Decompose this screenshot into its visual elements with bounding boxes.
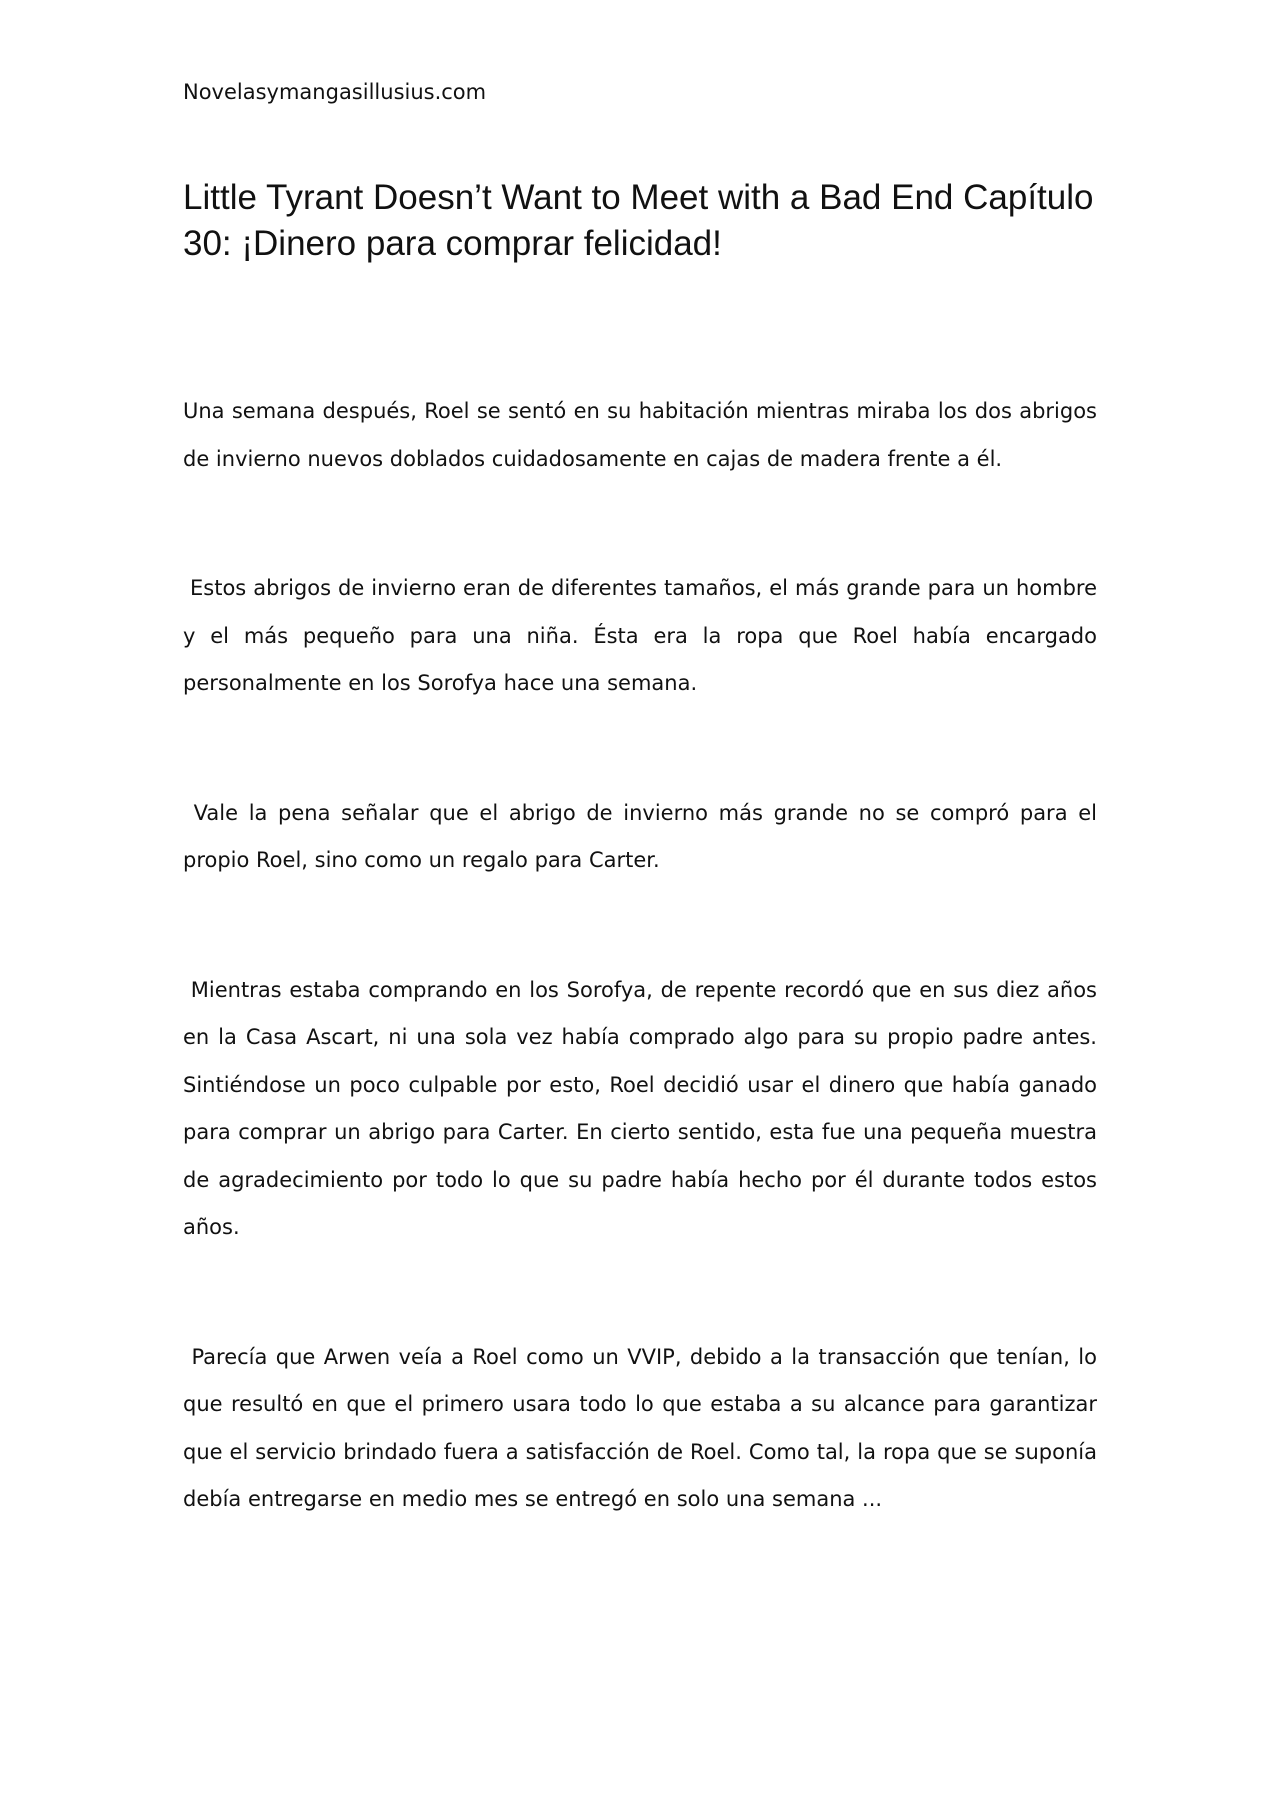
- paragraph: Vale la pena señalar que el abrigo de invierno más grande no se compró para el propio Roel, sino como un regalo para Carter.: [183, 800, 1104, 872]
- paragraph: Una semana después, Roel se sentó en su habitación mientras miraba los dos abrigos de invierno nuevos doblados cuidadosamente en cajas de madera frente a él.: [183, 399, 1104, 471]
- paragraph: Parecía que Arwen veía a Roel como un VVIP, debido a la transacción que tenían, lo que resultó en que el primero usara todo lo que estaba a su alcance para garantizar que el servicio brindado fuera a satisfacción de Roel. Como tal, la ropa que se suponía debía entregarse en medio mes se entregó en solo una semana ...: [183, 1344, 1104, 1511]
- paragraph: Estos abrigos de invierno eran de diferentes tamaños, el más grande para un hombre y el más pequeño para una niña. Ésta era la ropa que Roel había encargado personalmente en los Sorofya hace una semana.: [183, 576, 1104, 695]
- paragraph: Mientras estaba comprando en los Sorofya, de repente recordó que en sus diez años en la Casa Ascart, ni una sola vez había comprado algo para su propio padre antes. Sintiéndose un poco culpable por esto, Roel decidió usar el dinero que había ganado para comprar un abrigo para Carter. En cierto sentido, esta fue una pequeña muestra de agradecimiento por todo lo que su padre había hecho por él durante todos estos años.: [183, 977, 1104, 1239]
- chapter-title: Little Tyrant Doesn’t Want to Meet with a Bad End Capítulo 30: ¡Dinero para comprar felicidad!: [183, 178, 1094, 263]
- site-header: Novelasymangasillusius.com: [183, 80, 487, 104]
- chapter-body: [183, 388, 1104, 1524]
